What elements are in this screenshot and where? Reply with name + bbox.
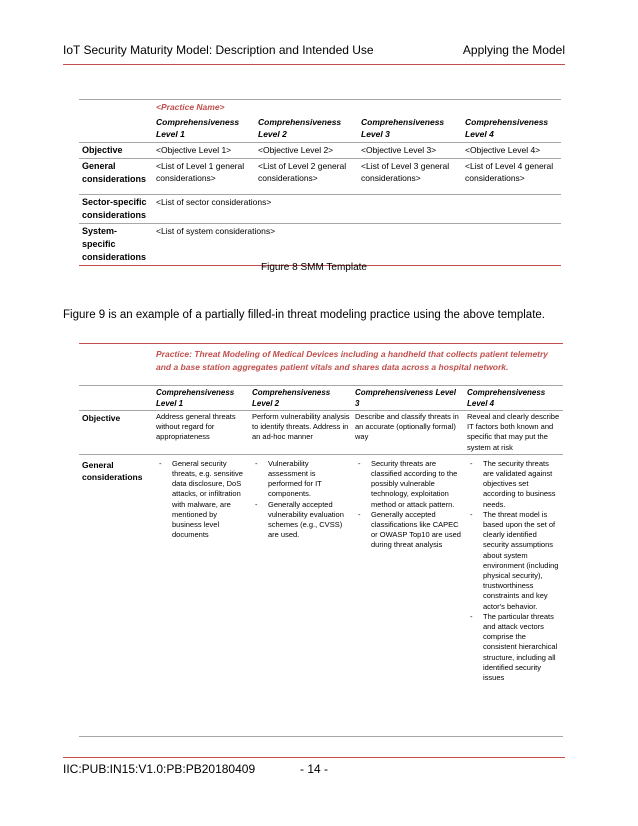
tm-general-l3 bbox=[352, 454, 464, 736]
list-item: - The threat model is based upon the set of clearly identified security assumptions about system environment (including physical security), trustworthiness constraints and key actor's behavior. bbox=[467, 510, 561, 612]
list-item: - General security threats, e.g. sensitive data disclosure, DoS attacks, or infiltration with malware, are mentioned by business level documents bbox=[156, 459, 247, 541]
template-sector-row bbox=[79, 194, 561, 223]
template-level-2-header: Comprehensiveness Level 2 bbox=[255, 115, 358, 143]
tm-level-4-header: Comprehensiveness Level 4 bbox=[464, 386, 563, 411]
tm-general-l4 bbox=[464, 454, 563, 736]
tm-practice-row bbox=[79, 344, 563, 386]
page-number: - 14 - bbox=[300, 762, 329, 776]
tm-general-l1 bbox=[153, 454, 249, 736]
smm-template-table bbox=[79, 99, 561, 266]
template-objective-l1: <Objective Level 1> bbox=[153, 142, 255, 158]
template-level-header-row bbox=[79, 115, 561, 143]
list-item: - The security threats are validated against objectives set according to business needs. bbox=[467, 459, 561, 510]
template-objective-l3: <Objective Level 3> bbox=[358, 142, 462, 158]
template-objective-l2: <Objective Level 2> bbox=[255, 142, 358, 158]
list-item: - Vulnerability assessment is performed for IT components. bbox=[252, 459, 350, 500]
tm-general-label: General considerations bbox=[79, 454, 153, 736]
tm-level-1-header: Comprehensiveness Level 1 bbox=[153, 386, 249, 411]
footer-rule bbox=[63, 757, 565, 758]
template-system-cell: <List of system considerations> bbox=[153, 223, 561, 265]
tm-level-2-header: Comprehensiveness Level 2 bbox=[249, 386, 352, 411]
body-paragraph: Figure 9 is an example of a partially filled-in threat modeling practice using the above template. bbox=[63, 309, 545, 321]
template-general-l3: <List of Level 3 general considerations> bbox=[358, 158, 462, 194]
tm-objective-label: Objective bbox=[79, 411, 153, 455]
template-general-row bbox=[79, 158, 561, 194]
template-sector-cell: <List of sector considerations> bbox=[153, 194, 561, 223]
tm-general-l1-list bbox=[156, 459, 247, 541]
header-section: Applying the Model bbox=[462, 43, 565, 57]
template-objective-l4: <Objective Level 4> bbox=[462, 142, 561, 158]
tm-objective-row bbox=[79, 411, 563, 455]
template-sector-label: Sector-specific considerations bbox=[79, 194, 153, 223]
template-general-l4: <List of Level 4 general considerations> bbox=[462, 158, 561, 194]
tm-objective-l3: Describe and classify threats in an accurate (optionally formal) way bbox=[352, 411, 464, 455]
template-practice-row bbox=[79, 100, 561, 115]
tm-general-l2-list bbox=[252, 459, 350, 541]
threat-modeling-table bbox=[79, 343, 563, 737]
template-system-row bbox=[79, 223, 561, 265]
template-general-l1: <List of Level 1 general considerations> bbox=[153, 158, 255, 194]
tm-objective-l2: Perform vulnerability analysis to identify threats. Address in an ad-hoc manner bbox=[249, 411, 352, 455]
tm-level-3-header: Comprehensiveness Level 3 bbox=[352, 386, 464, 411]
header-title: IoT Security Maturity Model: Description and Intended Use bbox=[63, 43, 374, 57]
tm-general-row bbox=[79, 454, 563, 736]
list-item: - Generally accepted classifications like CAPEC or OWASP Top10 are used during threat analysis bbox=[355, 510, 462, 551]
template-objective-row bbox=[79, 142, 561, 158]
template-objective-label: Objective bbox=[79, 142, 153, 158]
template-general-l2: <List of Level 2 general considerations> bbox=[255, 158, 358, 194]
template-general-label: General considerations bbox=[79, 158, 153, 194]
tm-objective-l4: Reveal and clearly describe IT factors both known and specific that may put the system at risk bbox=[464, 411, 563, 455]
tm-general-l4-list bbox=[467, 459, 561, 683]
list-item: - The particular threats and attack vectors comprise the consistent hierarchical structure, including all identified security issues bbox=[467, 612, 561, 683]
tm-practice-title: Practice: Threat Modeling of Medical Devices including a handheld that collects patient telemetry and a base station aggregates patient vitals and shares data across a hospital network. bbox=[153, 344, 563, 386]
list-item: - Security threats are classified according to the possibly vulnerable technology, exploitation method or attack pattern. bbox=[355, 459, 462, 510]
list-item: - Generally accepted vulnerability evaluation schemes (e.g., CVSS) are used. bbox=[252, 500, 350, 541]
template-practice-name: <Practice Name> bbox=[153, 100, 561, 115]
tm-general-l3-list bbox=[355, 459, 462, 551]
tm-general-l2 bbox=[249, 454, 352, 736]
tm-objective-l1: Address general threats without regard for appropriateness bbox=[153, 411, 249, 455]
tm-level-header-row bbox=[79, 386, 563, 411]
footer-doc-id: IIC:PUB:IN15:V1.0:PB:PB20180409 bbox=[63, 762, 256, 776]
template-level-1-header: Comprehensiveness Level 1 bbox=[153, 115, 255, 143]
page-header bbox=[63, 43, 565, 63]
header-rule bbox=[63, 64, 565, 65]
template-system-label: System- specific considerations bbox=[79, 223, 153, 265]
figure-caption: Figure 8 SMM Template bbox=[261, 262, 367, 273]
template-level-3-header: Comprehensiveness Level 3 bbox=[358, 115, 462, 143]
template-level-4-header: Comprehensiveness Level 4 bbox=[462, 115, 561, 143]
